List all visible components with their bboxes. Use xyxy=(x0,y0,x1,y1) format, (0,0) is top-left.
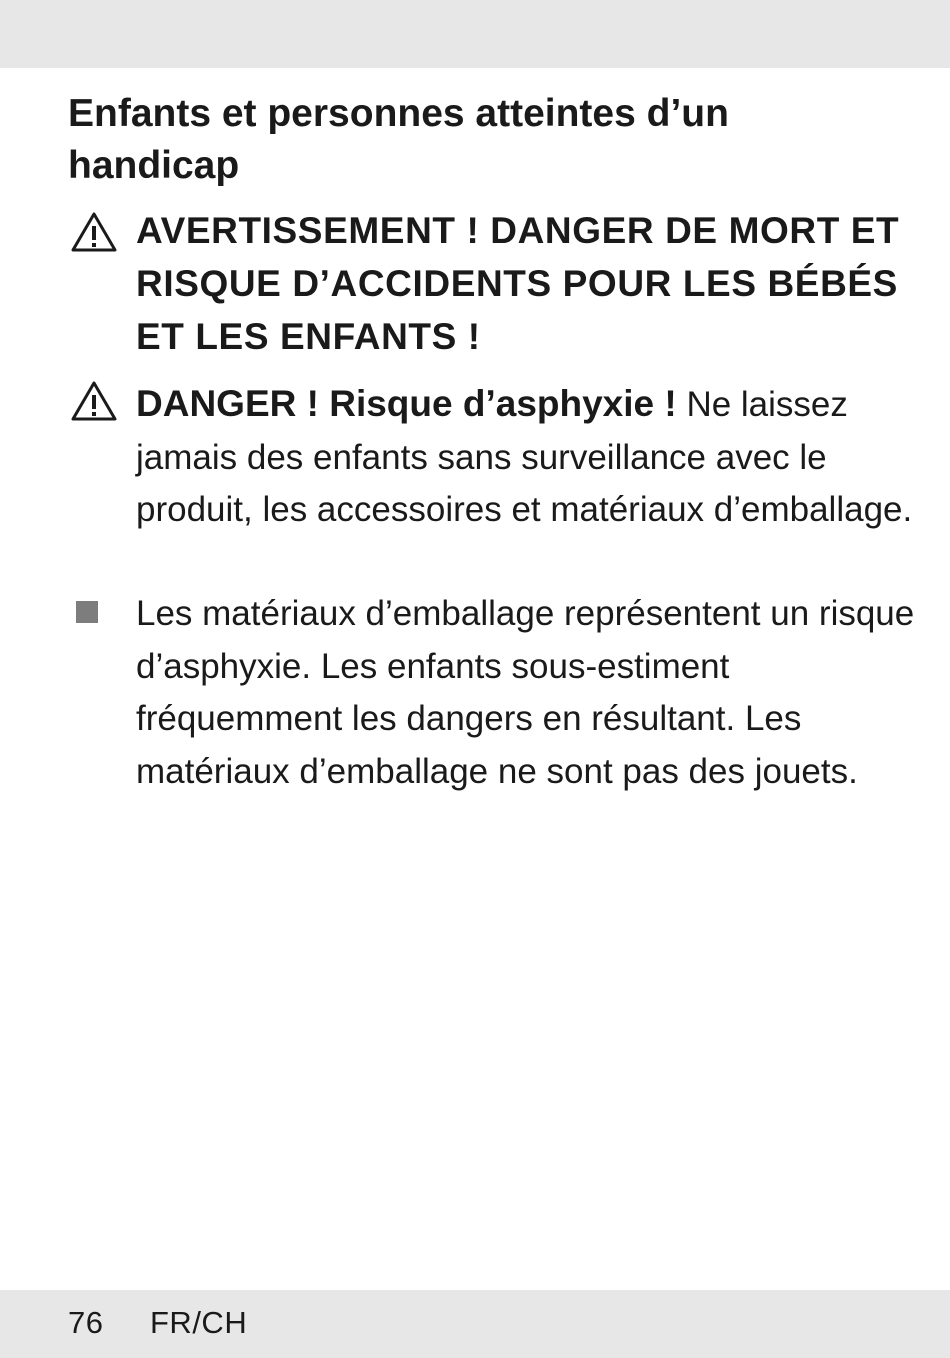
warning-asphyxia-label: DANGER ! Risque d’asphyxie ! xyxy=(136,383,677,424)
square-bullet-icon xyxy=(76,601,98,623)
locale-label: FR/CH xyxy=(150,1305,248,1340)
page-number: 76 xyxy=(68,1305,104,1340)
bullet-item xyxy=(136,588,916,798)
footer-band xyxy=(0,1290,950,1358)
header-band xyxy=(0,0,950,68)
warning-triangle-icon xyxy=(70,380,118,422)
warning-general-text: AVERTISSEMENT ! DANGER DE MORT ET RISQUE D’ACCIDENTS POUR LES BÉBÉS ET LES ENFANTS ! xyxy=(136,210,900,357)
warning-asphyxia-paragraph xyxy=(136,378,916,537)
warning-triangle-icon xyxy=(70,211,118,253)
section-heading: Enfants et personnes atteintes d’un handicap xyxy=(68,92,729,187)
warning-general xyxy=(136,204,916,363)
warning-asphyxia-text: Ne laissez jamais des enfants sans surveillance avec le produit, les accessoires et matériaux d’emballage. xyxy=(136,385,913,529)
bullet-text: Les matériaux d’emballage représentent un risque d’asphyxie. Les enfants sous-estiment fréquemment les dangers en résultant. Les matériaux d’emballage ne sont pas des jouets. xyxy=(136,594,915,791)
warning-asphyxia xyxy=(136,378,916,537)
